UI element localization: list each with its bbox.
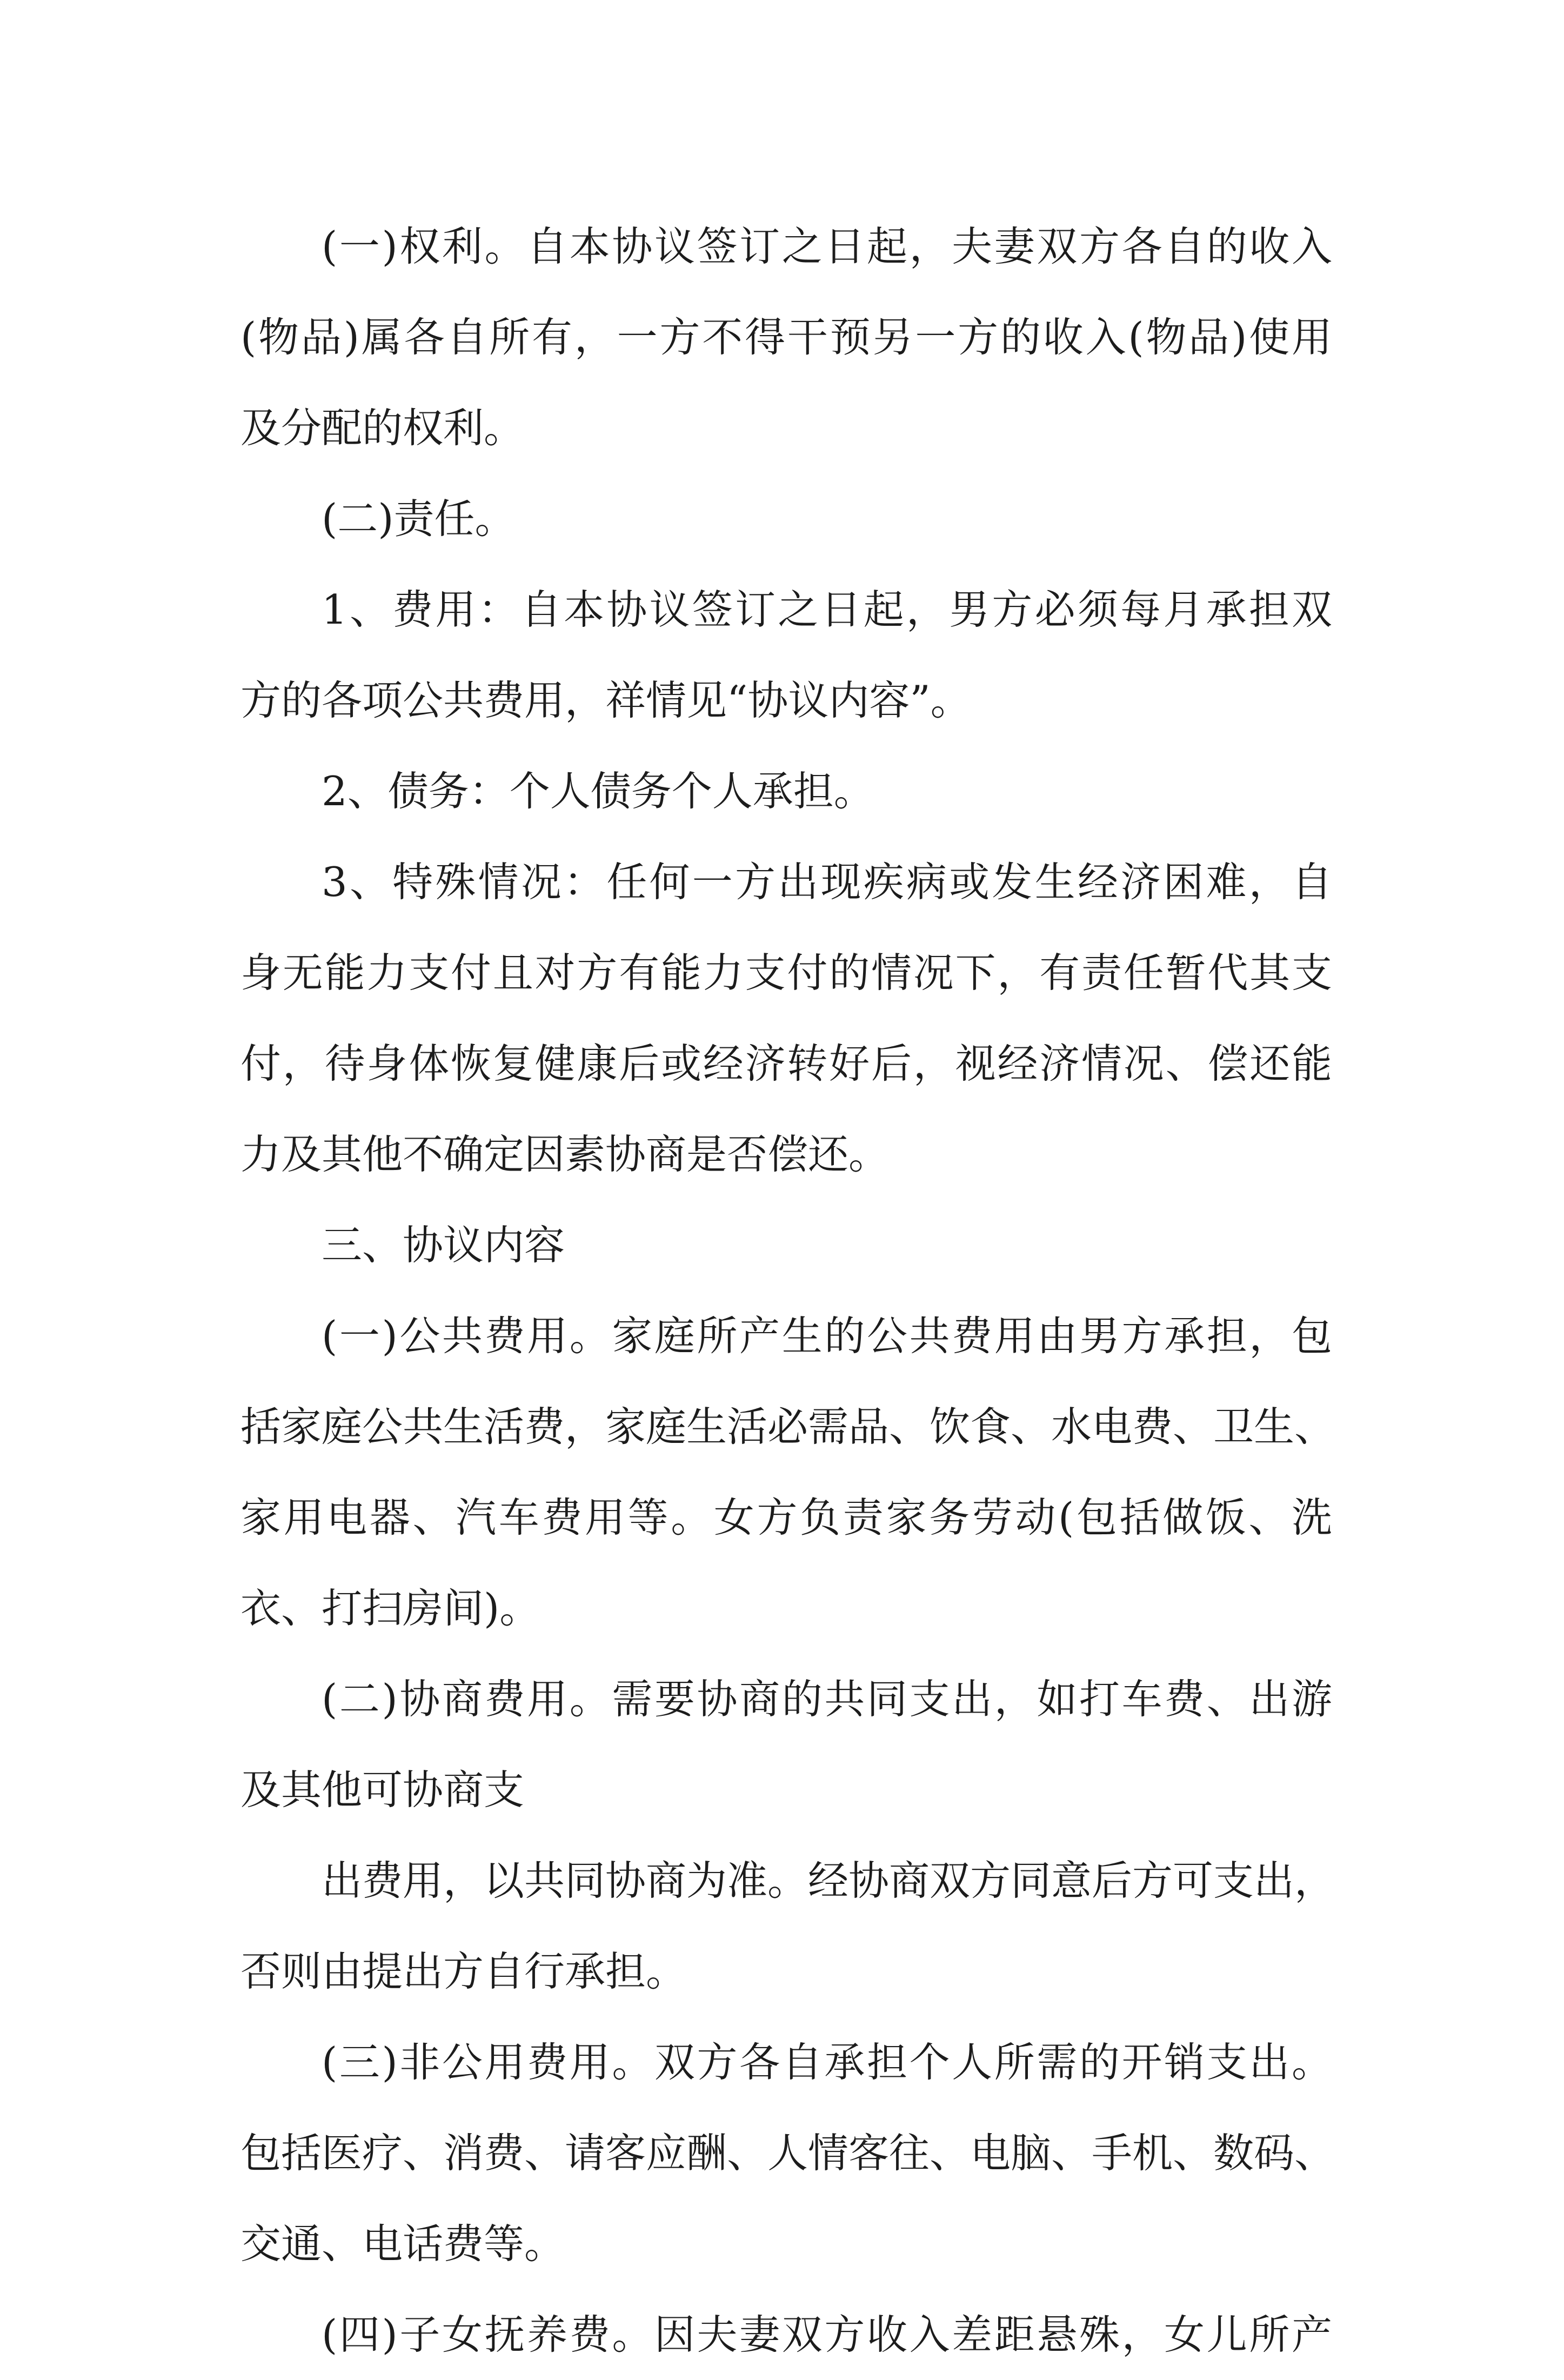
text-line: 衣、打扫房间)。 bbox=[240, 1585, 540, 1632]
text-line: 2、债务：个人债务个人承担。 bbox=[322, 767, 874, 815]
text-line: 家用电器、汽车费用等。女方负责家务劳动(包括做饭、洗 bbox=[240, 1494, 1332, 1541]
text-line: (物品)属各自所有，一方不得干预另一方的收入(物品)使用 bbox=[240, 313, 1332, 361]
text-line: 包括医疗、消费、请客应酬、人情客往、电脑、手机、数码、 bbox=[240, 2129, 1335, 2177]
text-line: 1、费用：自本协议签订之日起，男方必须每月承担双 bbox=[322, 586, 1332, 633]
text-line: 出费用，以共同协商为准。经协商双方同意后方可支出， bbox=[322, 1857, 1335, 1904]
document-page bbox=[240, 201, 1335, 2380]
text-line: 付，待身体恢复健康后或经济转好后，视经济情况、偿还能 bbox=[240, 1040, 1332, 1087]
text-line: 及分配的权利。 bbox=[240, 404, 525, 452]
text-line: (一)公共费用。家庭所产生的公共费用由男方承担，包 bbox=[322, 1312, 1332, 1360]
section-heading: 三、协议内容 bbox=[322, 1221, 565, 1269]
text-line: (二)责任。 bbox=[322, 495, 516, 543]
text-line: (三)非公用费用。双方各自承担个人所需的开销支出。 bbox=[322, 2038, 1332, 2086]
text-line: 及其他可协商支 bbox=[240, 1766, 525, 1814]
text-line: 交通、电话费等。 bbox=[240, 2220, 565, 2268]
text-line: (二)协商费用。需要协商的共同支出，如打车费、出游 bbox=[322, 1675, 1332, 1723]
text-line: 身无能力支付且对方有能力支付的情况下，有责任暂代其支 bbox=[240, 949, 1332, 997]
text-line: 3、特殊情况：任何一方出现疾病或发生经济困难，自 bbox=[322, 858, 1332, 906]
text-line: 方的各项公共费用，祥情见“协议内容”。 bbox=[240, 677, 971, 724]
text-line: 括家庭公共生活费，家庭生活必需品、饮食、水电费、卫生、 bbox=[240, 1403, 1335, 1450]
text-line: (一)权利。自本协议签订之日起，夫妻双方各自的收入 bbox=[322, 223, 1332, 270]
text-line: (四)子女抚养费。因夫妻双方收入差距悬殊，女儿所产 bbox=[322, 2311, 1332, 2358]
text-line: 力及其他不确定因素协商是否偿还。 bbox=[240, 1131, 890, 1178]
text-line: 否则由提出方自行承担。 bbox=[240, 1948, 687, 1995]
